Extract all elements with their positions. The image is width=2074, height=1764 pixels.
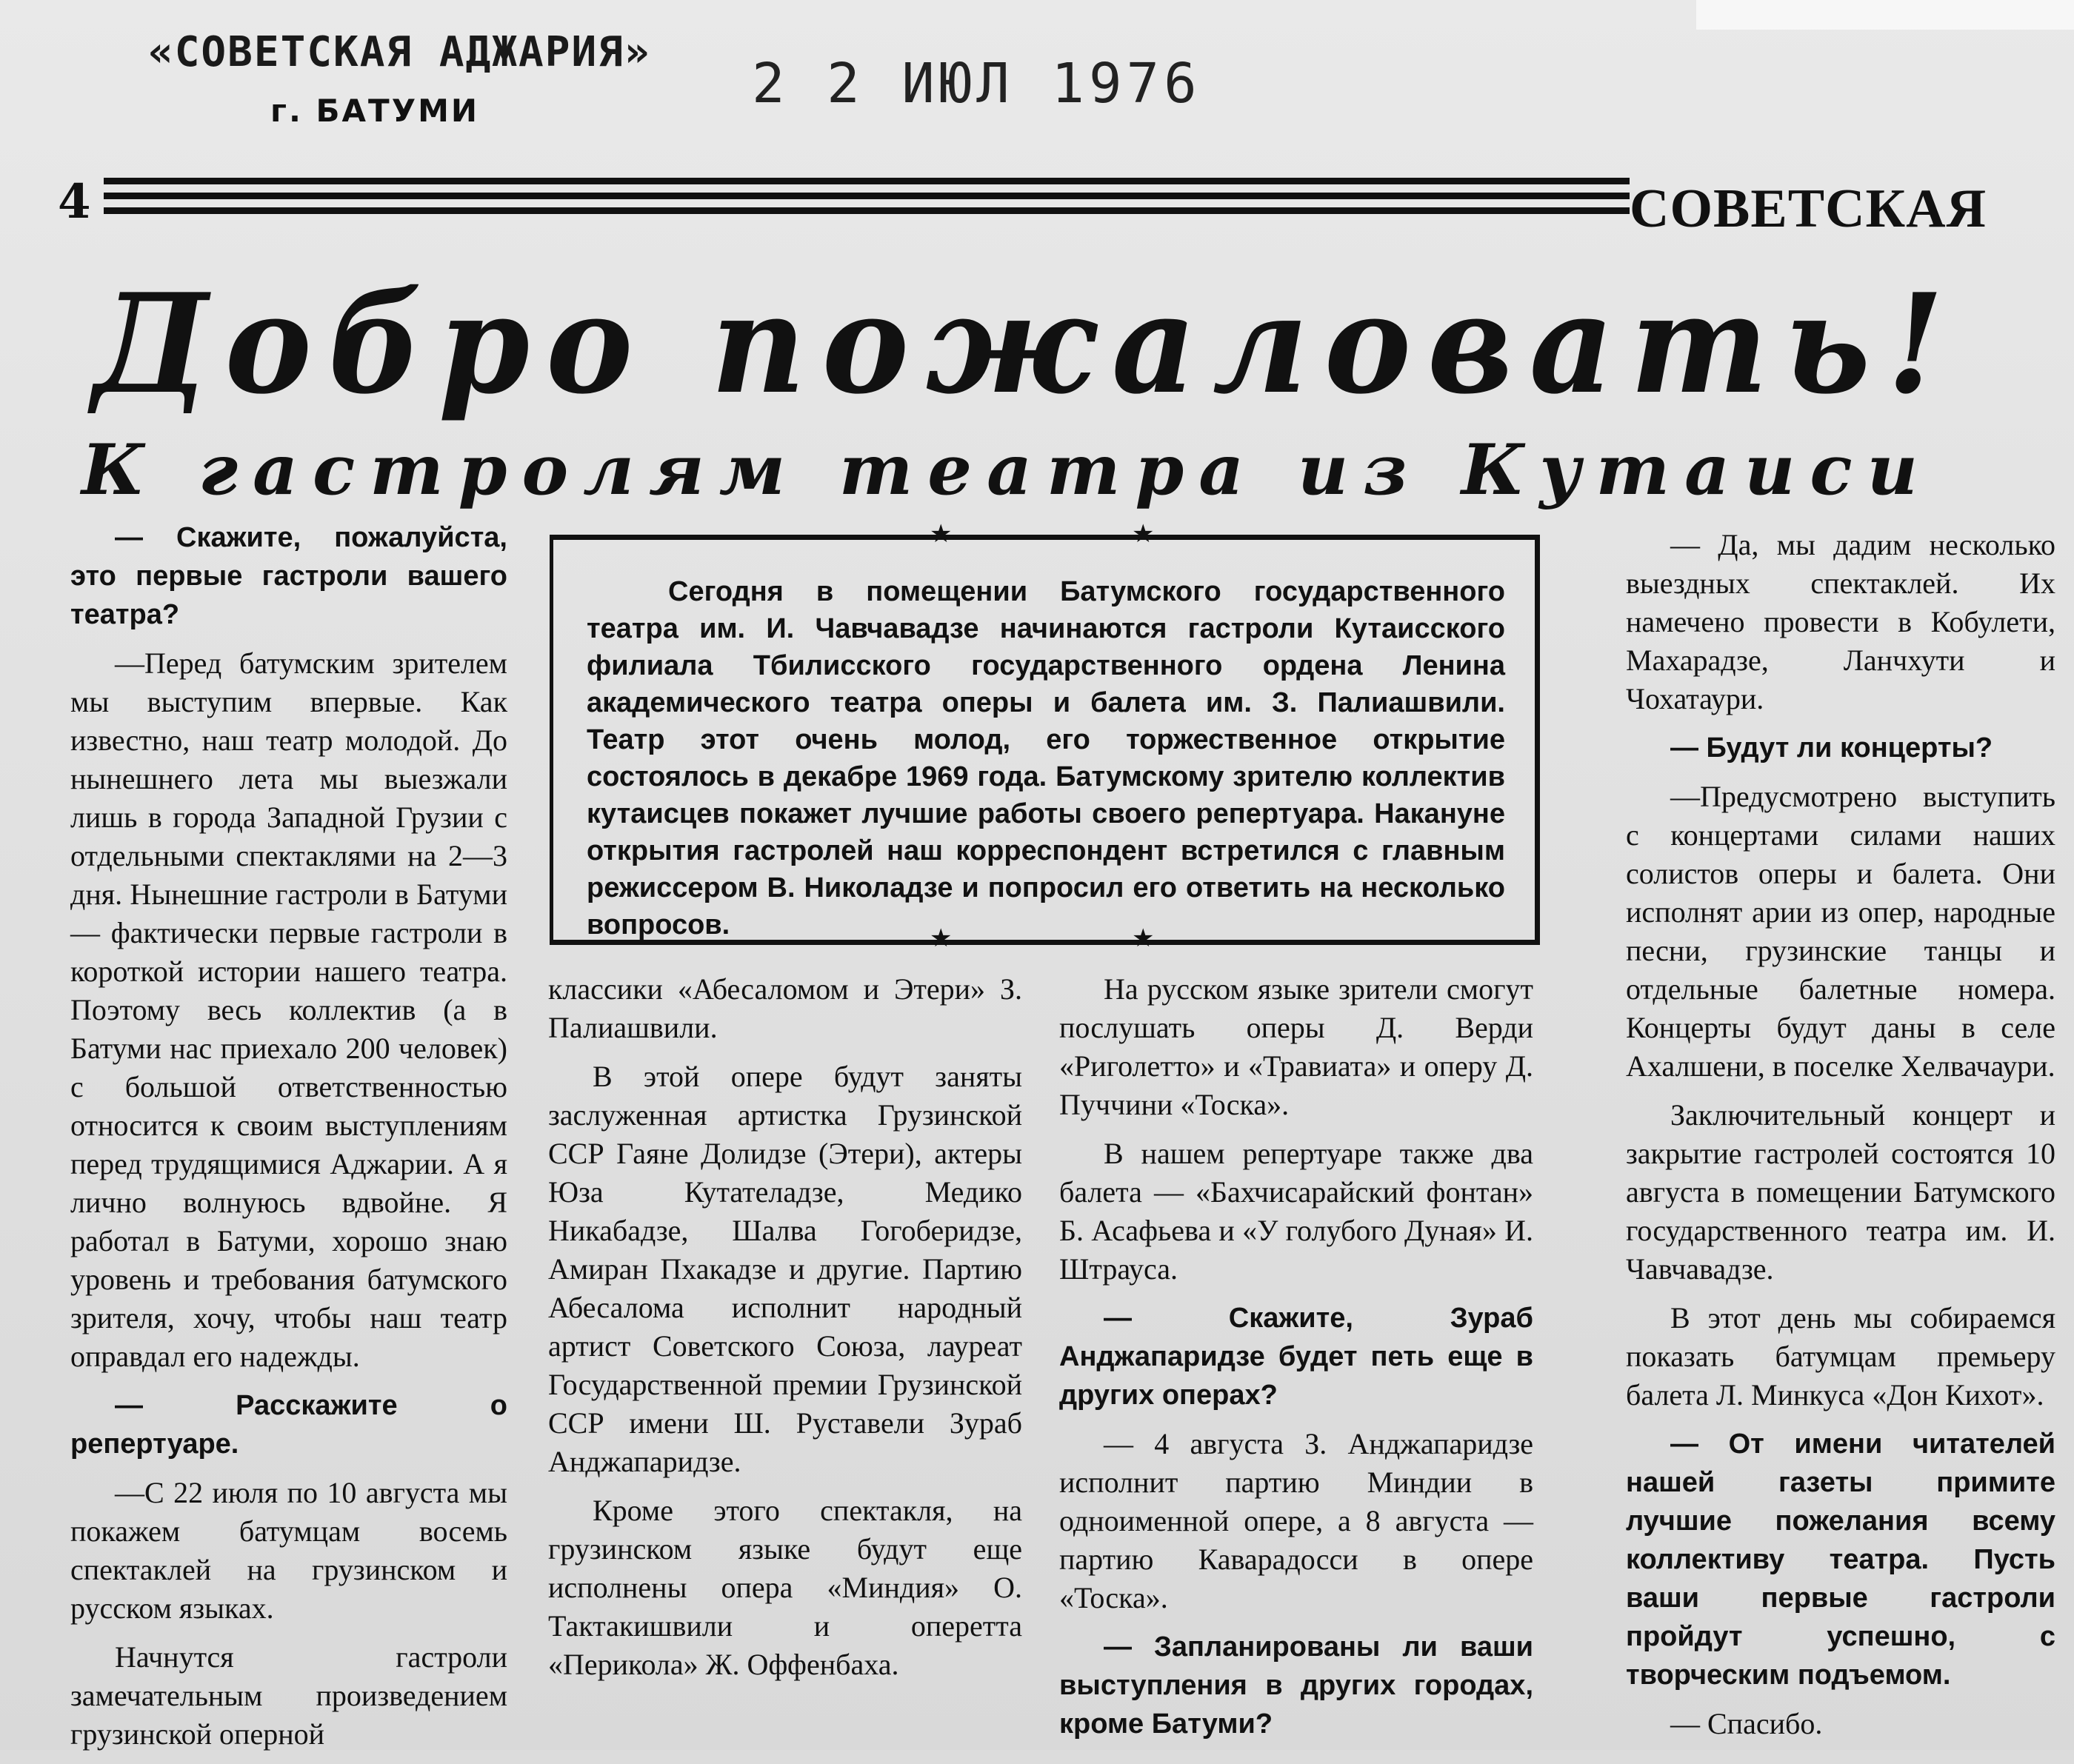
paragraph-classics: классики «Абесаломом и Этери» З. Палиашвили.: [548, 972, 1022, 1044]
intro-box-left-border: [550, 540, 558, 940]
article-headline: Добро пожаловать!: [93, 263, 1961, 425]
paragraph-closing-concert: Заключительный концерт и закрытие гастролей состоятся 10 августа в помещении Батумского государственного театра им. И. Чавчавадзе.: [1626, 1098, 2055, 1286]
intro-box: [550, 535, 1540, 945]
column-4: [1626, 526, 2055, 1754]
paragraph-russian-operas: На русском языке зрители смогут послушать оперы Д. Верди «Риголетто» и «Травиата» и оперу Д. Пуччини «Тоска».: [1059, 972, 1533, 1121]
answer-first-tour: —Перед батумским зрителем мы выступим впервые. Как известно, наш театр молодой. До нынешнего лета мы выезжали лишь в города Западной Грузии с отдельными спектаклями на 2—3 дня. Нынешние гастроли в Батуми — фактически первые гастроли в короткой истории нашего театра. Поэтому весь коллектив (а в Батуми нас приехало 200 человек) с большой ответственностью относится к своим выступлениям перед трудящимися Аджарии. А я лично волнуюсь вдвойне. Я работал в Батуми, хорошо знаю уровень и требования батумского зрителя, хочу, чтобы наш театр оправдал его надежды.: [70, 647, 507, 1373]
column-1: [70, 518, 507, 1764]
stamp-newspaper-name: «СОВЕТСКАЯ АДЖАРИЯ»: [148, 28, 651, 76]
star-ornament: ★: [930, 923, 953, 953]
paragraph-georgian-operas: Кроме этого спектакля, на грузинском языке будут еще исполнены опера «Миндия» О. Тактакишвили и оперетта «Перикола» Ж. Оффенбаха.: [548, 1494, 1022, 1681]
paragraph-cast: В этой опере будут заняты заслуженная артистка Грузинской ССР Гаяне Долидзе (Этери), актеры Юза Кутателадзе, Медико Никабадзе, Шалва Гогоберидзе, Амиран Пхакадзе и другие. Партию Абесалома исполнит народный артист Советского Союза, лауреат Государственной премии Грузинской ССР имени Ш. Руставели Зураб Анджапаридзе.: [548, 1060, 1022, 1478]
answer-repertoire: —С 22 июля по 10 августа мы покажем батумцам восемь спектаклей на грузинском и русском языках.: [70, 1476, 507, 1625]
star-ornament: ★: [930, 519, 953, 549]
torn-paper-edge: [1696, 0, 2074, 30]
star-ornament: ★: [1132, 519, 1155, 549]
page-number: 4: [58, 174, 91, 230]
article-subheadline: К гастролям театра из Кутаиси: [81, 430, 1933, 511]
question-concerts: — Будут ли концерты?: [1670, 732, 1993, 764]
masthead: СОВЕТСКАЯ: [1630, 178, 1987, 239]
paragraph-opening: Начнутся гастроли замечательным произведением грузинской оперной: [70, 1640, 507, 1751]
answer-other-cities: — Да, мы дадим несколько выездных спектаклей. Их намечено провести в Кобулети, Махарадзе, Ланчхути и Чохатаури.: [1626, 528, 2055, 715]
star-ornament: ★: [1132, 923, 1155, 953]
closing-thanks: — Спасибо.: [1670, 1707, 1823, 1740]
paragraph-premiere: В этот день мы собираемся показать батумцам премьеру балета Л. Минкуса «Дон Кихот».: [1626, 1301, 2055, 1411]
intro-text: Сегодня в помещении Батумского государственного театра им. И. Чавчавадзе начинаются гастроли Кутаисского филиала Тбилисского государственного ордена Ленина академического театра оперы и балета им. З. Палиашвили. Театр этот очень молод, его торжественное открытие состоялось в декабре 1969 года. Батумскому зрителю коллектив кутаисцев покажет лучшие работы своего репертуара. Накануне открытия гастролей наш корреспондент встретился с главным режиссером В. Николадзе и попросил его ответить на несколько вопросов.: [587, 576, 1505, 941]
closing-wishes: — От имени читателей нашей газеты примите лучшие пожелания всему коллективу театра. Пусть ваши первые гастроли пройдут успешно, с творческим подъемом.: [1626, 1429, 2055, 1691]
question-anjaparidze: — Скажите, Зураб Анджапаридзе будет петь еще в других операх?: [1059, 1303, 1533, 1411]
stamp-date: 2 2 ИЮЛ 1976: [752, 52, 1201, 116]
column-2: [548, 970, 1022, 1694]
answer-concerts: —Предусмотрено выступить с концертами силами наших солистов оперы и балета. Они исполнят арии из опер, народные песни, грузинские танцы и отдельные балетные номера. Концерты будут даны в селе Ахалшени, в поселке Хелвачаури.: [1626, 780, 2055, 1083]
answer-anjaparidze: — 4 августа З. Анджапаридзе исполнит партию Миндии в одноименной опере, а 8 августа — партию Каварадосси в опере «Тоска».: [1059, 1427, 1533, 1614]
stamp-city: г. БАТУМИ: [270, 93, 480, 129]
question-repertoire: — Расскажите о репертуаре.: [70, 1390, 507, 1460]
paragraph-ballets: В нашем репертуаре также два балета — «Бахчисарайский фонтан» Б. Асафьева и «У голубого Дуная» И. Штрауса.: [1059, 1137, 1533, 1286]
header-rules: [104, 178, 1630, 222]
column-3: [1059, 970, 1533, 1754]
question-first-tour: — Скажите, пожалуйста, это первые гастроли вашего театра?: [70, 522, 507, 630]
question-other-cities: — Запланированы ли ваши выступления в других городах, кроме Батуми?: [1059, 1631, 1533, 1740]
